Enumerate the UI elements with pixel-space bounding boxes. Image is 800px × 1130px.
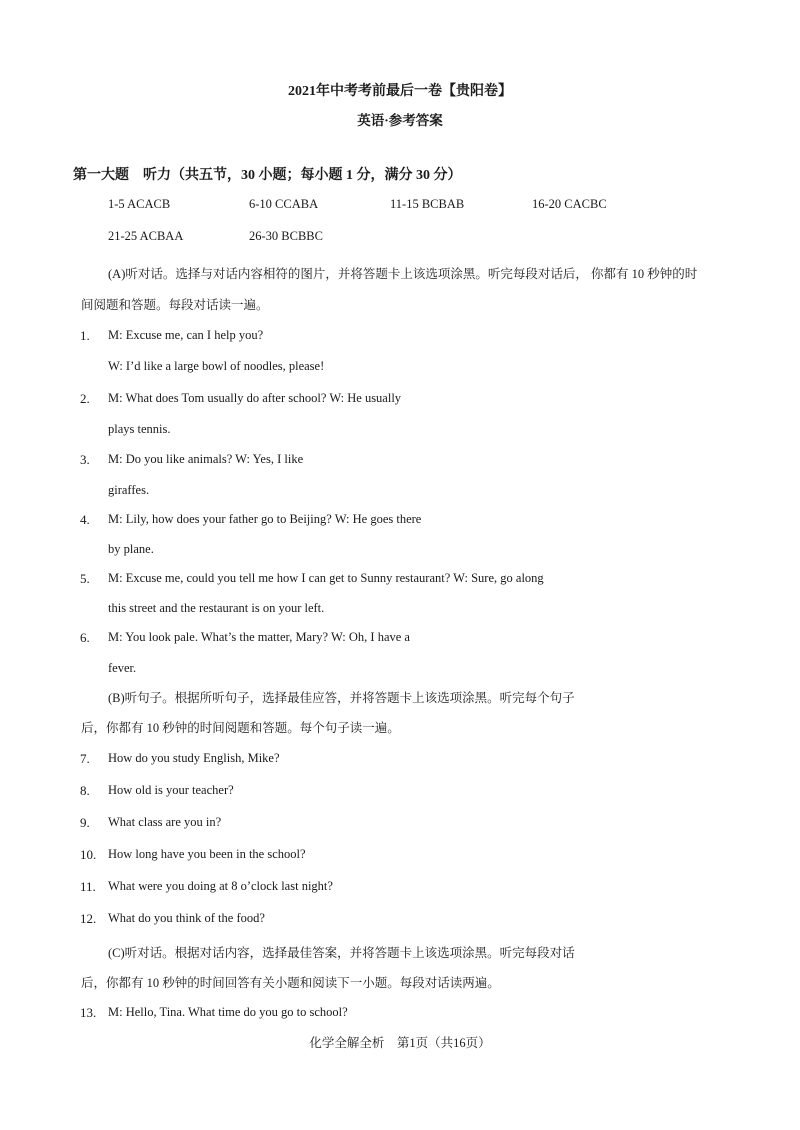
part-a-instructions: (A)听对话。选择与对话内容相符的图片，并将答题卡上该选项涂黑。听完每段对话后， 你都有 10 秒钟的时	[108, 267, 698, 281]
item-number: 3.	[80, 452, 90, 467]
item-number: 10.	[80, 847, 97, 862]
dialogue-line: M: What does Tom usually do after school? W: He usually	[108, 391, 402, 405]
item-number: 8.	[80, 783, 90, 798]
item-number: 1.	[80, 328, 90, 343]
part-b-instructions-cont: 后，你都有 10 秒钟的时间阅题和答题。每个句子读一遍。	[81, 721, 400, 735]
dialogue-line: M: Do you like animals? W: Yes, I like	[108, 452, 304, 466]
part-c-instructions-cont: 后，你都有 10 秒钟的时间回答有关小题和阅读下一小题。每段对话读两遍。	[81, 976, 500, 990]
part-c-instructions: (C)听对话。根据对话内容，选择最佳答案，并将答题卡上该选项涂黑。听完每段对话	[108, 946, 575, 960]
sentence-text: How do you study English, Mike?	[108, 751, 280, 765]
section-heading: 第一大题 听力（共五节，30 小题；每小题 1 分，满分 30 分）	[73, 168, 462, 183]
document-subtitle: 英语·参考答案	[357, 113, 443, 128]
dialogue-line: M: Excuse me, could you tell me how I can get to Sunny restaurant? W: Sure, go along	[108, 571, 544, 585]
item-number: 5.	[80, 571, 90, 586]
sentence-text: What class are you in?	[108, 815, 222, 829]
answer-group: 11-15 BCBAB	[390, 197, 465, 211]
sentence-text: What do you think of the food?	[108, 911, 265, 925]
document-title: 2021年中考考前最后一卷【贵阳卷】	[288, 84, 512, 99]
item-number: 7.	[80, 751, 90, 766]
item-number: 12.	[80, 911, 97, 926]
answer-group: 6-10 CCABA	[249, 197, 319, 211]
item-number: 4.	[80, 512, 90, 527]
item-number: 13.	[80, 1005, 97, 1020]
item-number: 9.	[80, 815, 90, 830]
dialogue-line: plays tennis.	[108, 422, 171, 436]
sentence-text: How old is your teacher?	[108, 783, 234, 797]
dialogue-line: this street and the restaurant is on your left.	[108, 601, 325, 615]
dialogue-line: by plane.	[108, 542, 154, 556]
dialogue-line: giraffes.	[108, 483, 150, 497]
dialogue-line: M: Hello, Tina. What time do you go to school?	[108, 1005, 348, 1019]
dialogue-line: M: You look pale. What’s the matter, Mary? W: Oh, I have a	[108, 630, 410, 644]
part-b-instructions: (B)听句子。根据所听句子，选择最佳应答，并将答题卡上该选项涂黑。听完每个句子	[108, 691, 575, 705]
sentence-text: How long have you been in the school?	[108, 847, 306, 861]
dialogue-line: M: Lily, how does your father go to Beijing? W: He goes there	[108, 512, 422, 526]
dialogue-line: fever.	[108, 661, 137, 675]
page-footer: 化学全解全析 第1页（共16页）	[309, 1036, 491, 1050]
part-a-instructions-cont: 间阅题和答题。每段对话读一遍。	[81, 298, 269, 312]
dialogue-line: M: Excuse me, can I help you?	[108, 328, 264, 342]
dialogue-line: W: I’d like a large bowl of noodles, please!	[108, 359, 325, 373]
answer-group: 16-20 CACBC	[532, 197, 607, 211]
answer-group: 1-5 ACACB	[108, 197, 171, 211]
item-number: 6.	[80, 630, 90, 645]
answer-group: 26-30 BCBBC	[249, 229, 323, 243]
item-number: 11.	[80, 879, 96, 894]
item-number: 2.	[80, 391, 90, 406]
answer-group: 21-25 ACBAA	[108, 229, 184, 243]
sentence-text: What were you doing at 8 o’clock last night?	[108, 879, 333, 893]
